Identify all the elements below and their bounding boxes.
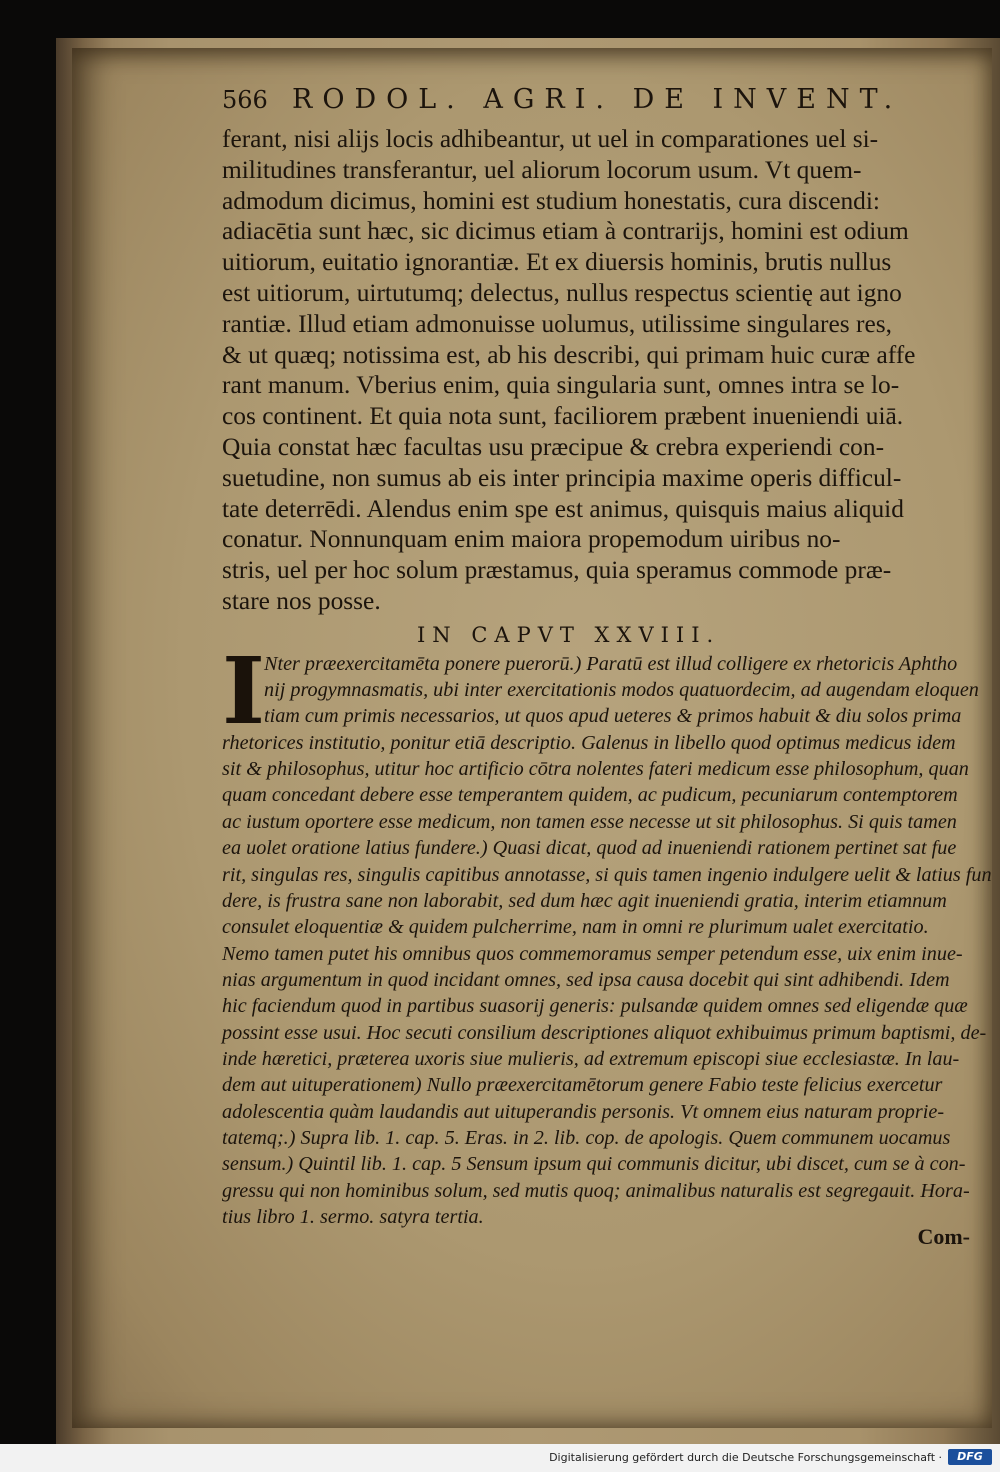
decorated-initial: I (222, 636, 266, 745)
main-text-line: ferant, nisi alijs locis adhibeantur, ut uel in comparationes uel si- (222, 125, 879, 153)
commentary-line: inde hæretici, præterea uxoris siue mulieris, ad extremum episcopi siue ecclesiastæ. In lau- (222, 1047, 960, 1070)
main-text-line: admodum dicimus, homini est studium honestatis, cura discendi: (222, 186, 880, 215)
page-content (222, 84, 992, 1230)
main-text-line: militudines transferantur, uel aliorum locorum usum. Vt quem- (222, 155, 862, 184)
dfg-logo: DFG (948, 1449, 992, 1465)
commentary-line: tiam cum primis necessarios, ut quos apud ueteres & primos habuit & diu solos prima (264, 705, 962, 728)
commentary-line: dem aut uituperationem) Nullo præexercitamētorum genere Fabio teste felicius exercetur (222, 1074, 943, 1097)
commentary-line: adolescentia quàm laudandis aut uituperandis personis. Vt omnem eius naturam proprie- (222, 1100, 945, 1123)
main-text-line: rantiæ. Illud etiam admonuisse uolumus, utilissime singulares res, (222, 309, 892, 338)
commentary-line: rhetorices institutio, ponitur etiā descriptio. Galenus in libello quod optimus medicus idem (222, 731, 956, 754)
main-text-line: uitiorum, euitatio ignorantiæ. Et ex diuersis hominis, brutis nullus (222, 248, 892, 277)
commentary-line: rit, singulas res, singulis capitibus annotasse, si quis tamen ingenio indulgere uelit & latius fun (222, 863, 992, 886)
commentary-line: Nemo tamen putet his omnibus quos commemoramus semper petendum esse, uix enim inue- (222, 942, 963, 965)
main-text-line: conatur. Nonnunquam enim maiora propemodum uiribus no- (222, 525, 841, 554)
main-text-line: & ut quæq; notissima est, ab his describi, qui primam huic curæ affe (222, 340, 916, 369)
commentary-line: sensum.) Quintil lib. 1. cap. 5 Sensum ipsum qui communis dicitur, ubi discet, cum se à con- (222, 1153, 966, 1176)
running-head: RODOL. AGRI. DE INVENT. (292, 84, 903, 115)
commentary-block (222, 636, 992, 1231)
commentary-line: quam concedant debere esse temperantem quidem, ac pudicum, pecuniarum contemptorem (222, 784, 958, 807)
commentary-line: dere, is frustra sane non laborabit, sed dum hæc agit inueniendi gratia, interim etiamnum (222, 889, 947, 912)
main-text-line: Quia constat hæc facultas usu præcipue & crebra experiendi con- (222, 432, 885, 461)
commentary-line: consulet eloquentiæ & quidem pulcherrime, nam in omni re plurimum ualet exercitatio. (222, 916, 929, 939)
main-text-line: stris, uel per hoc solum præstamus, quia speramus commode præ- (222, 556, 892, 585)
commentary-line: ac iustum oportere esse medicum, non tamen esse necesse ut sit philosophus. Si quis tamen (222, 810, 957, 833)
digitization-credit: Digitalisierung gefördert durch die Deutsche Forschungsgemeinschaft · (549, 1451, 942, 1464)
main-text-line: suetudine, non sumus ab eis inter principia maxime operis difficul- (222, 463, 902, 492)
main-text-line: rant manum. Vberius enim, quia singularia sunt, omnes intra se lo- (222, 371, 900, 400)
main-text-line: stare nos posse. (222, 586, 381, 615)
main-text-line: cos continent. Et quia nota sunt, faciliorem præbent inueniendi uiā. (222, 402, 904, 431)
commentary-line: nias argumentum in quod incidant omnes, sed ipsa causa docebit qui sint adhibendi. Idem (222, 968, 950, 991)
commentary-line: Nter præexercitamēta ponere puerorū.) Paratū est illud colligere ex rhetoricis Aphtho (264, 652, 958, 675)
page-number: 566 (222, 86, 268, 114)
commentary-line: ea uolet oratione latius fundere.) Quasi dicat, quod ad inueniendi rationem pertinet sat fue (222, 837, 957, 860)
commentary-line: hic faciendum quod in partibus suasorij generis: pulsandæ quidem omnes sed eligendæ quæ (222, 995, 968, 1018)
main-text-line: adiacētia sunt hæc, sic dicimus etiam à contrarijs, homini est odium (222, 217, 909, 246)
main-text-line: est uitiorum, uirtutumq; delectus, nullus respectus scientię aut igno (222, 278, 902, 307)
commentary-line: possint esse usui. Hoc secuti consilium descriptiones aliquot exhibuimus primum baptismi, de- (222, 1021, 987, 1044)
commentary-line: nij progymnasmatis, ubi inter exercitationis modos quatuordecim, ad augendam eloquen (264, 679, 979, 702)
main-text-block (222, 124, 967, 617)
commentary-line: tius libro 1. sermo. satyra tertia. (222, 1205, 484, 1228)
chapter-heading: IN CAPVT XXVIII. (417, 622, 721, 647)
commentary-line: gressu qui non hominibus solum, sed mutis quoq; animalibus naturalis est segregauit. Hora- (222, 1179, 970, 1202)
page-header (222, 84, 967, 124)
catchword: Com- (917, 1224, 970, 1249)
commentary-line: sit & philosophus, utitur hoc artificio cōtra nolentes fateri medicum esse philosophum, quan (222, 758, 969, 781)
main-text-line: tate deterrēdi. Alendus enim spe est animus, quisquis maius aliquid (222, 494, 904, 523)
commentary-line: tatemq;.) Supra lib. 1. cap. 5. Eras. in 2. lib. cop. de apologis. Quem communem uocamus (222, 1126, 951, 1149)
